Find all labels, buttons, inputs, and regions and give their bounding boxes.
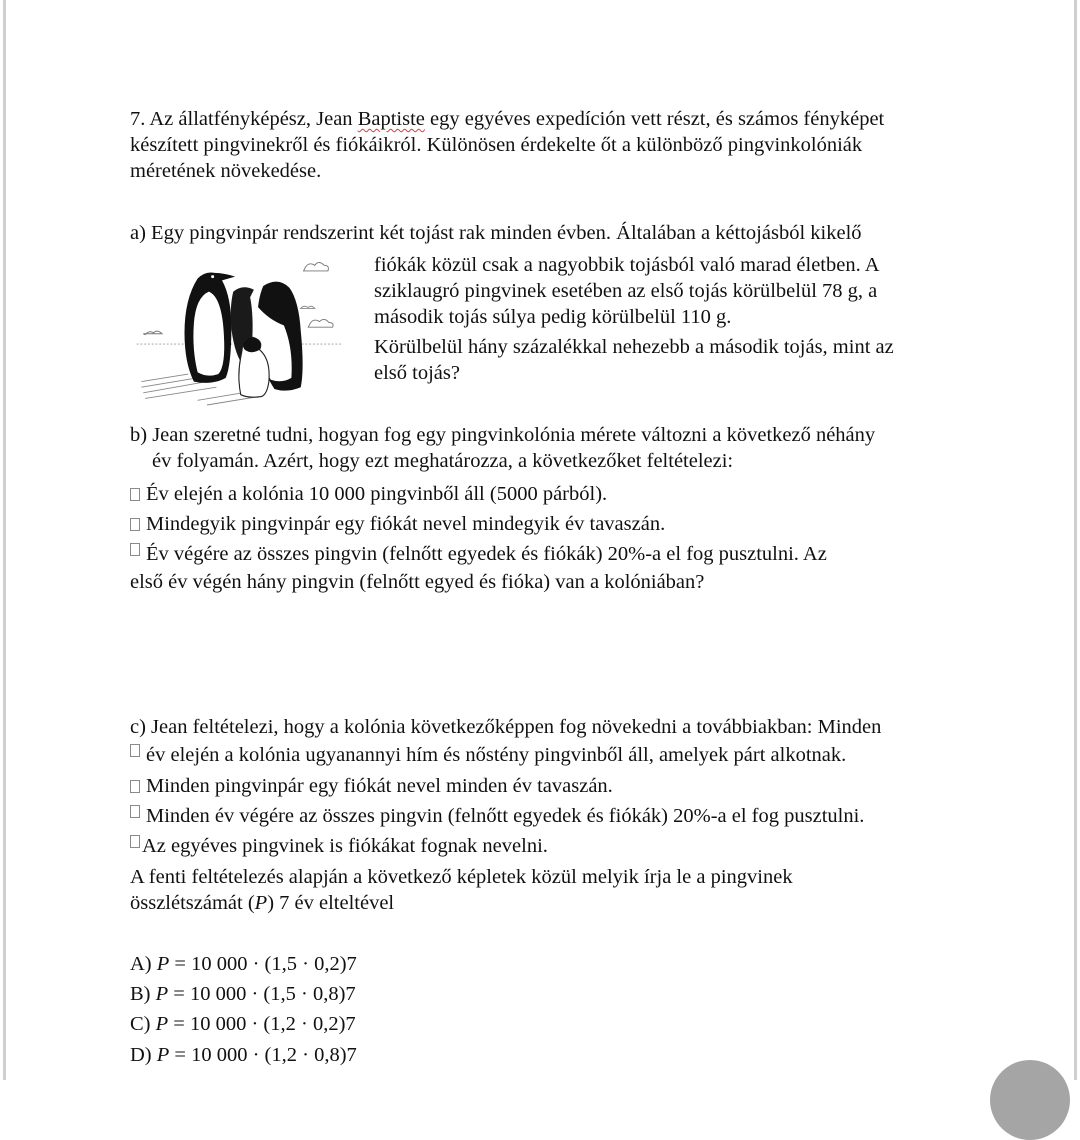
- checkbox-icon: [130, 518, 140, 531]
- part-b-assumption-3: Év végére az összes pingvin (felnőtt egyedek és fiókák) 20%-a el fog pusztulni. Az: [130, 541, 827, 567]
- part-b-assumption-1: Év elején a kolónia 10 000 pingvinből áll (5000 párból).: [130, 481, 607, 507]
- option-b[interactable]: B) P = 10 000 · (1,5 · 0,8)7: [130, 983, 356, 1005]
- checkbox-icon: [130, 835, 140, 848]
- part-b-line-2: év folyamán. Azért, hogy ezt meghatározza, a következőket feltételezi:: [152, 450, 734, 472]
- part-b-question: első év végén hány pingvin (felnőtt egyed és fióka) van a kolóniában?: [130, 571, 705, 593]
- part-a-line-2: fiókák közül csak a nagyobbik tojásból való marad életben. A: [374, 254, 880, 276]
- part-c-assumption-1: év elején a kolónia ugyanannyi hím és nőstény pingvinből áll, amelyek párt alkotnak.: [130, 742, 846, 768]
- intro-line-1: 7. Az állatfényképész, Jean Baptiste egy egyéves expedíción vett részt, és számos fényképet: [130, 108, 885, 130]
- option-a[interactable]: A) P = 10 000 · (1,5 · 0,2)7: [130, 953, 357, 975]
- checkbox-icon: [130, 488, 140, 501]
- part-c-assumption-3: Minden év végére az összes pingvin (felnőtt egyedek és fiókák) 20%-a el fog pusztulni.: [130, 803, 864, 829]
- intro-line-2: készített pingvinekről és fiókáikról. Különösen érdekelte őt a különböző pingvinkolóniák: [130, 134, 863, 156]
- intro-line-3: méretének növekedése.: [130, 160, 322, 182]
- part-c-question-1: A fenti feltételezés alapján a következő képletek közül melyik írja le a pingvinek: [130, 866, 793, 888]
- checkbox-icon: [130, 780, 140, 793]
- page-left-edge: [3, 0, 6, 1080]
- part-a-line-4: második tojás súlya pedig körülbelül 110 g.: [374, 306, 732, 328]
- part-a-line-3: sziklaugró pingvinek esetében az első tojás körülbelül 78 g, a: [374, 280, 878, 302]
- part-a-line-5: Körülbelül hány százalékkal nehezebb a második tojás, mint az: [374, 336, 894, 358]
- part-b-assumption-2: Mindegyik pingvinpár egy fiókát nevel mindegyik év tavaszán.: [130, 511, 665, 537]
- floating-action-button[interactable]: [990, 1060, 1070, 1140]
- spellcheck-flagged-word[interactable]: Baptiste: [357, 108, 425, 130]
- part-b-line-1: b) Jean szeretné tudni, hogyan fog egy pingvinkolónia mérete változni a következő néhány: [130, 424, 876, 446]
- penguin-illustration: [132, 250, 357, 410]
- checkbox-icon: [130, 543, 140, 556]
- part-c-line-1: c) Jean feltételezi, hogy a kolónia következőképpen fog növekedni a továbbiakban: Minden: [130, 716, 882, 738]
- option-c[interactable]: C) P = 10 000 · (1,2 · 0,2)7: [130, 1013, 356, 1035]
- part-a-line-1: a) Egy pingvinpár rendszerint két tojást rak minden évben. Általában a kéttojásból kikelő: [130, 222, 862, 244]
- part-c-question-2: összlétszámát (P) 7 év elteltével: [130, 892, 395, 914]
- checkbox-icon: [130, 744, 140, 757]
- checkbox-icon: [130, 805, 140, 818]
- part-c-assumption-2: Minden pingvinpár egy fiókát nevel minden év tavaszán.: [130, 773, 613, 799]
- page-right-edge: [1074, 0, 1077, 1080]
- part-a-line-6: első tojás?: [374, 362, 460, 384]
- option-d[interactable]: D) P = 10 000 · (1,2 · 0,8)7: [130, 1044, 357, 1066]
- part-c-assumption-4: Az egyéves pingvinek is fiókákat fognak nevelni.: [130, 833, 548, 859]
